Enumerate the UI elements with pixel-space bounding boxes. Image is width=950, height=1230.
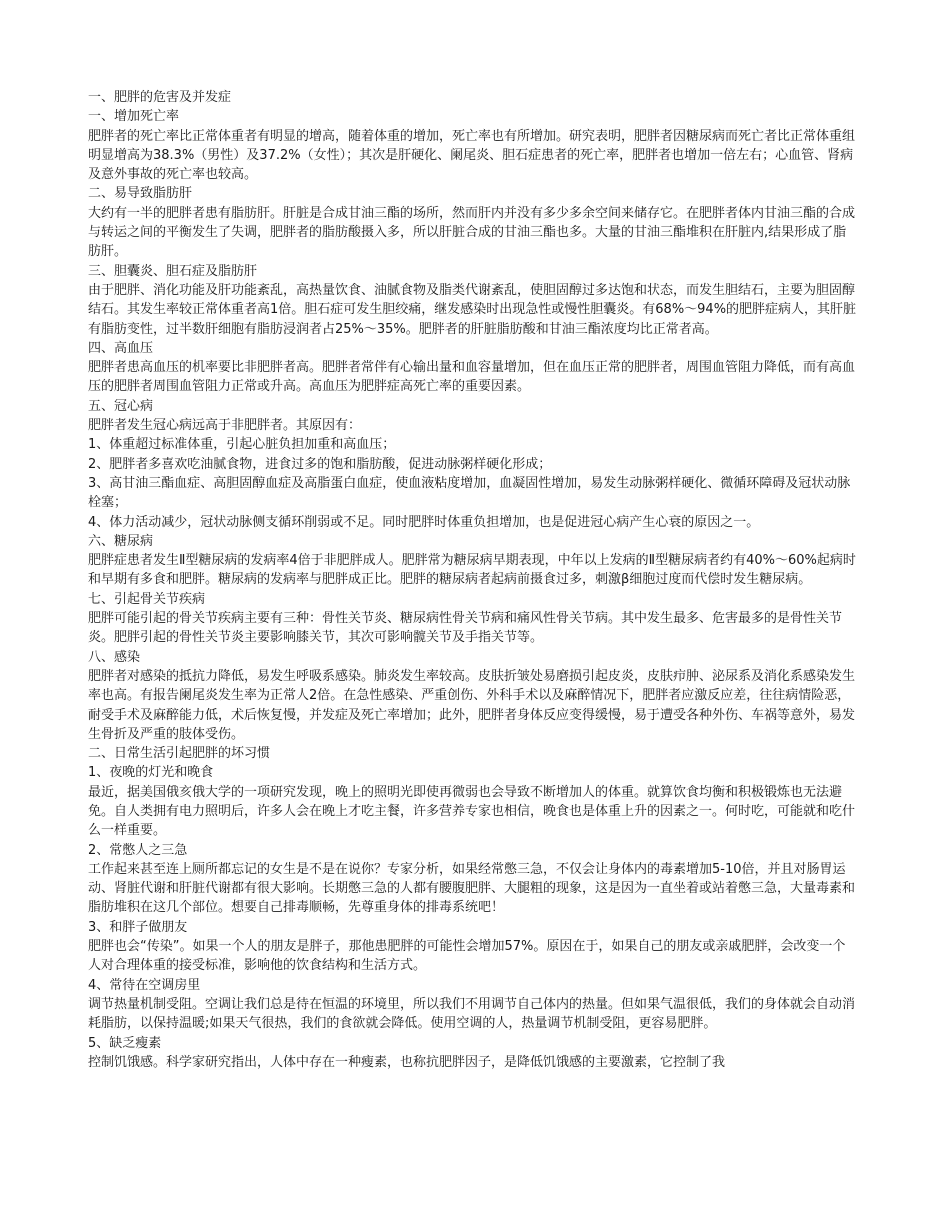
paragraph-fatty-liver: 大约有一半的肥胖者患有脂肪肝。肝脏是合成甘油三酯的场所，然而肝内并没有多少多余空间来储存它。在肥胖者体内甘油三酯的合成与转运之间的平衡发生了失调，肥胖者的脂肪酸摄入多，所以肝脏合成的甘油三酯也多。大量的甘油三酯堆积在肝脏内,结果形成了脂肪肝。 <box>88 205 856 260</box>
subheading-gallbladder: 三、胆囊炎、胆石症及脂肪肝 <box>88 263 258 279</box>
subheading-friends: 3、和胖子做朋友 <box>88 919 188 935</box>
paragraph-night-light: 最近，据美国俄亥俄大学的一项研究发现，晚上的照明光即使再微弱也会导致不断增加人的体重。就算饮食均衡和积极锻炼也无法避免。自人类拥有电力照明后，许多人会在晚上才吃主餐，许多营养专家也相信，晚食也是体重上升的因素之一。何时吃，可能就和吃什么一样重要。 <box>88 784 856 839</box>
subheading-joint-disease: 七、引起骨关节疾病 <box>88 591 206 607</box>
paragraph-diabetes: 肥胖症患者发生Ⅱ型糖尿病的发病率4倍于非肥胖成人。肥胖常为糖尿病早期表现，中年以上发病的Ⅱ型糖尿病者约有40%～60%起病时和早期有多食和肥胖。糖尿病的发病率与肥胖成正比。肥胖的糖尿病者起病前摄食过多，刺激β细胞过度而代偿时发生糖尿病。 <box>88 553 856 588</box>
subheading-fatty-liver: 二、易导致脂肪肝 <box>88 186 193 202</box>
subheading-mortality: 一、增加死亡率 <box>88 109 180 125</box>
paragraph-mortality: 肥胖者的死亡率比正常体重者有明显的增高，随着体重的增加，死亡率也有所增加。研究表明，肥胖者因糖尿病而死亡者比正常体重组明显增高为38.3%（男性）及37.2%（女性）；其次是肝硬化、阑尾炎、胆石症患者的死亡率，肥胖者也增加一倍左右；心血管、肾病及意外事故的死亡率也较高。 <box>88 128 856 183</box>
subheading-night-light: 1、夜晚的灯光和晚食 <box>88 765 214 781</box>
list-item-coronary-3: 3、高甘油三酯血症、高胆固醇血症及高脂蛋白血症，使血液粘度增加，血凝固性增加，易发生动脉粥样硬化、微循环障碍及冠状动脉栓塞； <box>88 475 851 511</box>
paragraph-coronary-intro: 肥胖者发生冠心病远高于非肥胖者。其原因有： <box>88 418 362 434</box>
section-title-hazards: 一、肥胖的危害及并发症 <box>88 90 232 105</box>
list-item-coronary-1: 1、体重超过标准体重，引起心脏负担加重和高血压； <box>88 437 396 453</box>
list-item-coronary-4: 4、体力活动减少，冠状动脉侧支循环削弱或不足。同时肥胖时体重负担增加，也是促进冠心病产生心衰的原因之一。 <box>88 514 760 530</box>
paragraph-gallbladder: 由于肥胖、消化功能及肝功能紊乱，高热量饮食、油腻食物及脂类代谢紊乱，使胆固醇过多达饱和状态，而发生胆结石，主要为胆固醇结石。其发生率较正常体重者高1倍。胆石症可发生胆绞痛，继发感染时出现急性或慢性胆囊炎。有68%～94%的肥胖症病人，其肝脏有脂肪变性，过半数肝细胞有脂肪浸润者占25%～35%。肥胖者的肝脏脂肪酸和甘油三酯浓度均比正常者高。 <box>88 282 857 337</box>
paragraph-air-conditioning: 调节热量机制受阻。空调让我们总是待在恒温的环境里，所以我们不用调节自己体内的热量。但如果气温很低，我们的身体就会自动消耗脂肪，以保持温暖;如果天气很热，我们的食欲就会降低。使用空调的人，热量调节机制受阻，更容易肥胖。 <box>88 996 856 1032</box>
paragraph-hypertension: 肥胖者患高血压的机率要比非肥胖者高。肥胖者常伴有心输出量和血容量增加，但在血压正常的肥胖者，周围血管阻力降低，而有高血压的肥胖者周围血管阻力正常或升高。高血压为肥胖症高死亡率的重要因素。 <box>88 360 856 395</box>
subheading-air-conditioning: 4、常待在空调房里 <box>88 977 201 993</box>
paragraph-infection: 肥胖者对感染的抵抗力降低，易发生呼吸系感染。肺炎发生率较高。皮肤折皱处易磨损引起皮炎，皮肤疖肿、泌尿系及消化系感染发生率也高。有报告阑尾炎发生率为正常人2倍。在急性感染、严重创伤、外科手术以及麻醉情况下，肥胖者应激反应差，往往病情险恶，耐受手术及麻醉能力低，术后恢复慢，并发症及死亡率增加；此外，肥胖者身体反应变得缓慢，易于遭受各种外伤、车祸等意外，易发生骨折及严重的肢体受伤。 <box>88 668 856 742</box>
subheading-hypertension: 四、高血压 <box>88 340 154 356</box>
paragraph-joint-disease: 肥胖可能引起的骨关节疾病主要有三种：骨性关节炎、糖尿病性骨关节病和痛风性骨关节病。其中发生最多、危害最多的是骨性关节炎。肥胖引起的骨性关节炎主要影响膝关节，其次可影响髋关节及手指关节等。 <box>88 611 843 646</box>
paragraph-holding: 工作起来甚至连上厕所都忘记的女生是不是在说你？专家分析，如果经常憋三急，不仅会让身体内的毒素增加5-10倍，并且对肠胃运动、肾脏代谢和肝脏代谢都有很大影响。长期憋三急的人都有腰腹肥胖、大腿粗的现象，这是因为一直坐着或站着憋三急，大量毒素和脂肪堆积在这几个部位。想要自己排毒顺畅，先尊重身体的排毒系统吧！ <box>88 861 856 916</box>
list-item-coronary-2: 2、肥胖者多喜欢吃油腻食物，进食过多的饱和脂肪酸，促进动脉粥样硬化形成； <box>88 456 552 472</box>
paragraph-leptin: 控制饥饿感。科学家研究指出，人体中存在一种瘦素，也称抗肥胖因子，是降低饥饿感的主要激素，它控制了我 <box>88 1054 726 1070</box>
paragraph-friends: 肥胖也会“传染”。如果一个人的朋友是胖子，那他患肥胖的可能性会增加57%。原因在于，如果自己的朋友或亲戚肥胖，会改变一个人对合理体重的接受标准，影响他的饮食结构和生活方式。 <box>88 939 846 974</box>
subheading-diabetes: 六、糖尿病 <box>88 533 154 549</box>
section-title-habits: 二、日常生活引起肥胖的坏习惯 <box>88 746 271 762</box>
subheading-holding: 2、常憋人之三急 <box>88 842 188 858</box>
subheading-coronary: 五、冠心病 <box>88 398 154 414</box>
subheading-infection: 八、感染 <box>88 649 141 665</box>
subheading-leptin: 5、缺乏瘦素 <box>88 1035 162 1051</box>
